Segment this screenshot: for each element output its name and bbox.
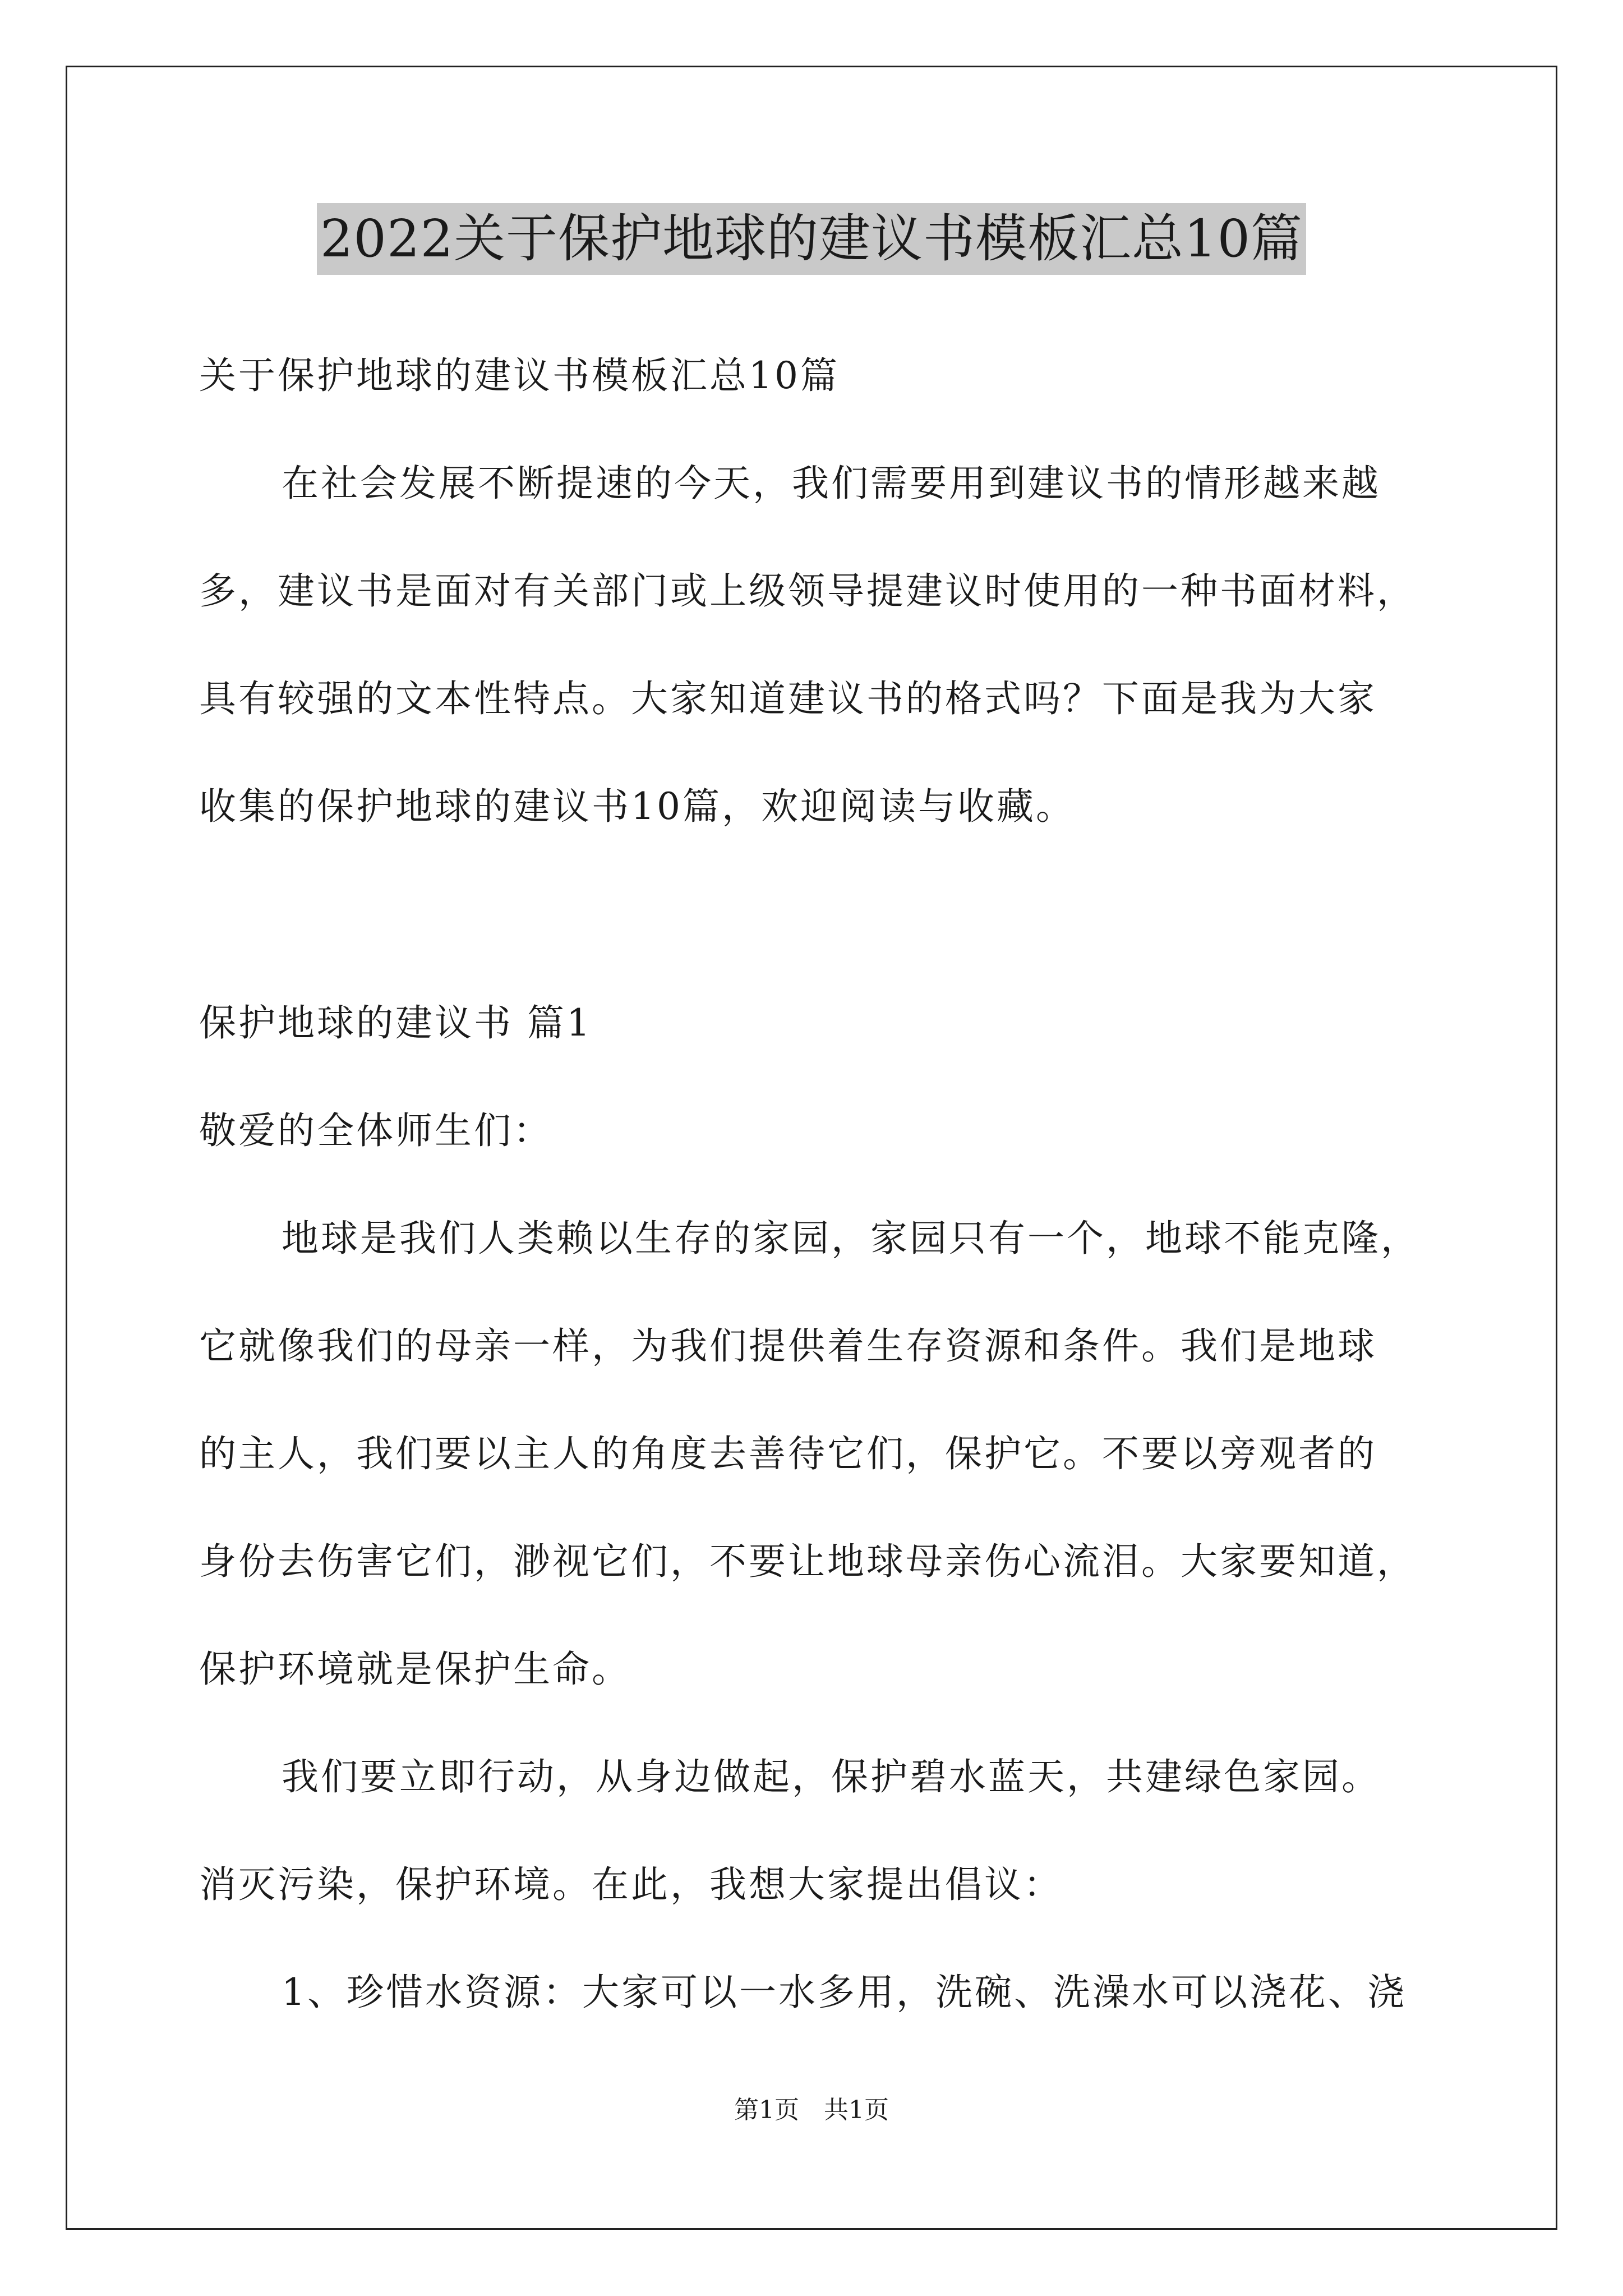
section-heading: 保护地球的建议书 篇1 [199, 1001, 592, 1045]
page-footer: 第1页 共1页 [734, 2096, 889, 2124]
para1-line-3: 的主人，我们要以主人的角度去善待它们，保护它。不要以旁观者的 [199, 1432, 1377, 1475]
document-subtitle: 关于保护地球的建议书模板汇总10篇 [199, 354, 840, 397]
para3-line-1: 1、珍惜水资源：大家可以一水多用，洗碗、洗澡水可以浇花、浇 [282, 1971, 1407, 2014]
para1-line-5: 保护环境就是保护生命。 [199, 1648, 631, 1691]
para2-line-2: 消灭污染，保护环境。在此，我想大家提出倡议： [199, 1863, 1063, 1906]
intro-line-2: 多，建议书是面对有关部门或上级领导提建议时使用的一种书面材料， [199, 569, 1416, 613]
intro-line-3: 具有较强的文本性特点。大家知道建议书的格式吗？下面是我为大家 [199, 677, 1377, 720]
intro-line-1: 在社会发展不断提速的今天，我们需要用到建议书的情形越来越 [282, 462, 1381, 505]
para1-line-1: 地球是我们人类赖以生存的家园，家园只有一个，地球不能克隆， [282, 1217, 1420, 1260]
document-title-text: 2022关于保护地球的建议书模板汇总10篇 [317, 203, 1306, 275]
para2-line-1: 我们要立即行动，从身边做起，保护碧水蓝天，共建绿色家园。 [282, 1755, 1381, 1798]
para1-line-4: 身份去伤害它们，渺视它们，不要让地球母亲伤心流泪。大家要知道， [199, 1540, 1416, 1583]
intro-line-4: 收集的保护地球的建议书10篇，欢迎阅读与收藏。 [199, 785, 1075, 828]
document-title [0, 203, 1623, 275]
salutation: 敬爱的全体师生们： [199, 1109, 552, 1152]
para1-line-2: 它就像我们的母亲一样，为我们提供着生存资源和条件。我们是地球 [199, 1324, 1377, 1368]
